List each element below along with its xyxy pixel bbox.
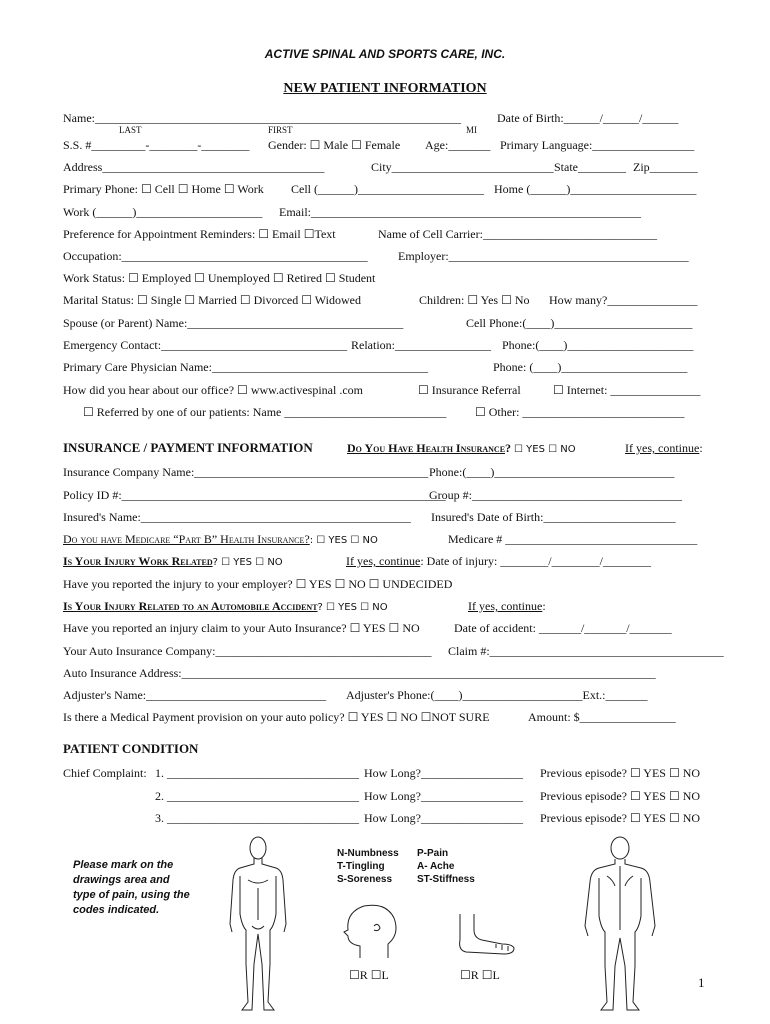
question-mark: ? [505,441,512,455]
code-pain: P-Pain [417,848,449,859]
pain-codes-right [417,847,475,886]
age-field[interactable]: Age:_______ [425,138,491,152]
medicare-row [63,531,708,547]
head-side-options[interactable]: ☐R ☐L [349,968,389,982]
spouse-name-field[interactable]: Spouse (or Parent) Name:____________________________________ [63,316,404,330]
how-long-field-1[interactable]: How Long?_________________ [364,766,523,780]
reported-row [63,576,708,592]
work-related-row [63,553,708,569]
pcp-phone-field[interactable]: Phone: (____)_____________________ [493,360,688,374]
city-field[interactable]: City___________________________ [371,160,554,174]
organization-name: ACTIVE SPINAL AND SPORTS CARE, INC. [264,47,506,61]
complaint-row-1 [63,765,708,781]
medicare-question: Do you have Medicare “Part B” Health Insurance? [63,532,310,546]
address-row [63,159,708,175]
zip-field[interactable]: Zip________ [633,160,698,174]
insurance-referral-option[interactable]: ☐ Insurance Referral [418,383,521,397]
foot-side-options[interactable]: ☐R ☐L [460,968,500,982]
pain-codes-left [337,847,399,886]
auto-claim-row [63,620,708,636]
group-number-field[interactable]: Group #:___________________________________ [429,488,682,502]
medicare-number-field[interactable]: Medicare # ________________________________ [448,532,698,546]
employer-field[interactable]: Employer:________________________________________ [398,249,689,263]
reminder-row [63,226,708,242]
code-numbness: N-Numbness [337,848,399,859]
form-title [0,81,770,97]
primary-phone-options[interactable]: Primary Phone: ☐ Cell ☐ Home ☐ Work [63,182,264,196]
amount-field[interactable]: Amount: $________________ [528,710,676,724]
sub-label-last: LAST [119,125,142,135]
auto-related-question: Is Your Injury Related to an Automobile Accident [63,599,318,613]
claim-number-field[interactable]: Claim #:_______________________________________ [448,644,724,658]
how-many-field[interactable]: How many?_______________ [549,293,698,307]
chief-complaint-label: Chief Complaint: [63,766,147,780]
emergency-contact-field[interactable]: Emergency Contact:_______________________________ [63,338,348,352]
adjuster-row [63,687,708,703]
adjuster-name-field[interactable]: Adjuster's Name:______________________________ [63,688,327,702]
policy-row [63,487,708,503]
ins-company-row [63,464,708,480]
med-pay-row [63,709,708,725]
auto-colon: : [542,599,546,613]
previous-episode-3[interactable]: Previous episode? ☐ YES ☐ NO [540,811,701,825]
insurance-company-field[interactable]: Insurance Company Name:_______________________________________ [63,465,429,479]
drawing-instructions: Please mark on the drawings area and type of pain, using the codes indicated. [73,859,190,916]
health-insurance-yes-no[interactable]: ☐ YES ☐ NO [514,444,576,455]
marital-row [63,292,708,308]
insured-row [63,509,708,525]
insurance-phone-field[interactable]: Phone:(____)______________________________ [429,465,675,479]
work-related-question: Is Your Injury Work Related [63,554,213,568]
auto-address-row [63,665,708,681]
sub-label-first: FIRST [268,125,293,135]
email-field[interactable]: Email:_______________________________________________________ [279,205,641,219]
condition-heading: PATIENT CONDITION [63,741,199,756]
address-field[interactable]: Address_____________________________________ [63,160,325,174]
auto-company-field[interactable]: Your Auto Insurance Company:____________________________________ [63,644,432,658]
auto-claim-yes-no[interactable]: Have you reported an injury claim to your Auto Insurance? ☐ YES ☐ NO [63,621,420,635]
insurance-heading-row [63,440,708,458]
reported-employer-options[interactable]: Have you reported the injury to your employer? ☐ YES ☐ NO ☐ UNDECIDED [63,577,453,591]
hear-website-option[interactable]: How did you hear about our office? ☐ www.activespinal .com [63,383,364,397]
if-yes-continue: If yes, continue [625,441,700,455]
state-field[interactable]: State________ [554,160,626,174]
head-profile-drawing[interactable] [338,900,408,960]
code-ache: A- Ache [417,861,455,872]
spouse-cell-field[interactable]: Cell Phone:(____)_______________________ [466,316,693,330]
pcp-name-field[interactable]: Primary Care Physician Name:____________________________________ [63,360,428,374]
dob-field[interactable]: Date of Birth:______/______/______ [497,111,679,125]
relation-field[interactable]: Relation:________________ [351,338,491,352]
internet-option[interactable]: ☐ Internet: _______________ [553,383,701,397]
previous-episode-2[interactable]: Previous episode? ☐ YES ☐ NO [540,789,701,803]
insured-name-field[interactable]: Insured's Name:_____________________________________________ [63,510,411,524]
work-if-yes: If yes, continue [346,554,421,568]
insured-dob-field[interactable]: Insured's Date of Birth:______________________ [431,510,676,524]
insurance-heading: INSURANCE / PAYMENT INFORMATION [63,440,313,455]
page-number: 1 [698,975,705,990]
policy-id-field[interactable]: Policy ID #:______________________________________________________ [63,488,446,502]
foot-drawing[interactable] [452,910,522,960]
complaint-row-3 [63,810,708,826]
code-stiffness: ST-Stiffness [417,874,475,885]
code-soreness: S-Soreness [337,874,393,885]
auto-address-field[interactable]: Auto Insurance Address:_______________________________________________________________________________ [63,666,656,680]
ss-field[interactable]: S.S. #_________-________-________ [63,138,250,152]
occupation-row [63,248,708,264]
referred-option[interactable]: ☐ Referred by one of our patients: Name ___________________________ [83,405,447,419]
work-phone-field[interactable]: Work (______)_____________________ [63,205,263,219]
complaint-field-1[interactable]: 1. ________________________________ [155,766,359,780]
form-title-text: NEW PATIENT INFORMATION [283,81,487,96]
complaint-row-2 [63,788,708,804]
auto-company-row [63,643,724,659]
auto-related-yes-no[interactable]: ? ☐ YES ☐ NO [317,602,388,613]
date-of-injury-field[interactable]: : Date of injury: ________/________/________ [420,554,651,568]
colon: : [699,441,703,455]
home-phone-field[interactable]: Home (______)_____________________ [494,182,697,196]
name-field[interactable]: Name:_____________________________________________________________ [63,111,461,125]
condition-heading-row [63,741,708,759]
body-front-drawing[interactable] [218,834,298,1014]
primary-phone-row [63,181,708,197]
previous-episode-1[interactable]: Previous episode? ☐ YES ☐ NO [540,766,701,780]
occupation-field[interactable]: Occupation:_________________________________________ [63,249,368,263]
gender-options[interactable]: Gender: ☐ Male ☐ Female [268,138,401,152]
health-insurance-question: Do You Have Health Insurance [347,441,506,455]
emergency-phone-field[interactable]: Phone:(____)_____________________ [502,338,694,352]
code-tingling: T-Tingling [337,861,385,872]
body-back-drawing[interactable] [575,834,665,1014]
name-row [63,110,708,126]
auto-if-yes: If yes, continue [468,599,543,613]
pcp-row [63,359,708,375]
date-of-accident-field[interactable]: Date of accident: _______/_______/_______ [454,621,672,635]
how-long-field-3[interactable]: How Long?_________________ [364,811,523,825]
cell-carrier-field[interactable]: Name of Cell Carrier:_____________________________ [378,227,657,241]
marital-status-options[interactable]: Marital Status: ☐ Single ☐ Married ☐ Divorced ☐ Widowed [63,293,361,307]
complaint-field-3[interactable]: 3. ________________________________ [155,811,359,825]
work-email-row [63,204,708,220]
how-long-field-2[interactable]: How Long?_________________ [364,789,523,803]
referred-row [63,404,708,420]
cell-phone-field[interactable]: Cell (______)_____________________ [291,182,484,196]
reminder-preference[interactable]: Preference for Appointment Reminders: ☐ Email ☐Text [63,227,336,241]
other-option[interactable]: ☐ Other: ___________________________ [475,405,685,419]
adjuster-phone-field[interactable]: Adjuster's Phone:(____)____________________Ext.:_______ [346,688,648,702]
complaint-field-2[interactable]: 2. ________________________________ [155,789,359,803]
work-status-row [63,270,708,286]
spouse-row [63,315,708,331]
children-options[interactable]: Children: ☐ Yes ☐ No [419,293,530,307]
ss-row [63,137,708,153]
sub-label-mi: MI [466,125,477,135]
medicare-yes-no[interactable]: : ☐ YES ☐ NO [309,535,378,546]
hear-row [63,382,708,398]
med-pay-options[interactable]: Is there a Medical Payment provision on your auto policy? ☐ YES ☐ NO ☐NOT SURE [63,710,490,724]
work-related-yes-no[interactable]: ? ☐ YES ☐ NO [212,557,283,568]
auto-related-row [63,598,708,614]
language-field[interactable]: Primary Language:_________________ [500,138,695,152]
emergency-row [63,337,708,353]
work-status-options[interactable]: Work Status: ☐ Employed ☐ Unemployed ☐ Retired ☐ Student [63,271,376,285]
